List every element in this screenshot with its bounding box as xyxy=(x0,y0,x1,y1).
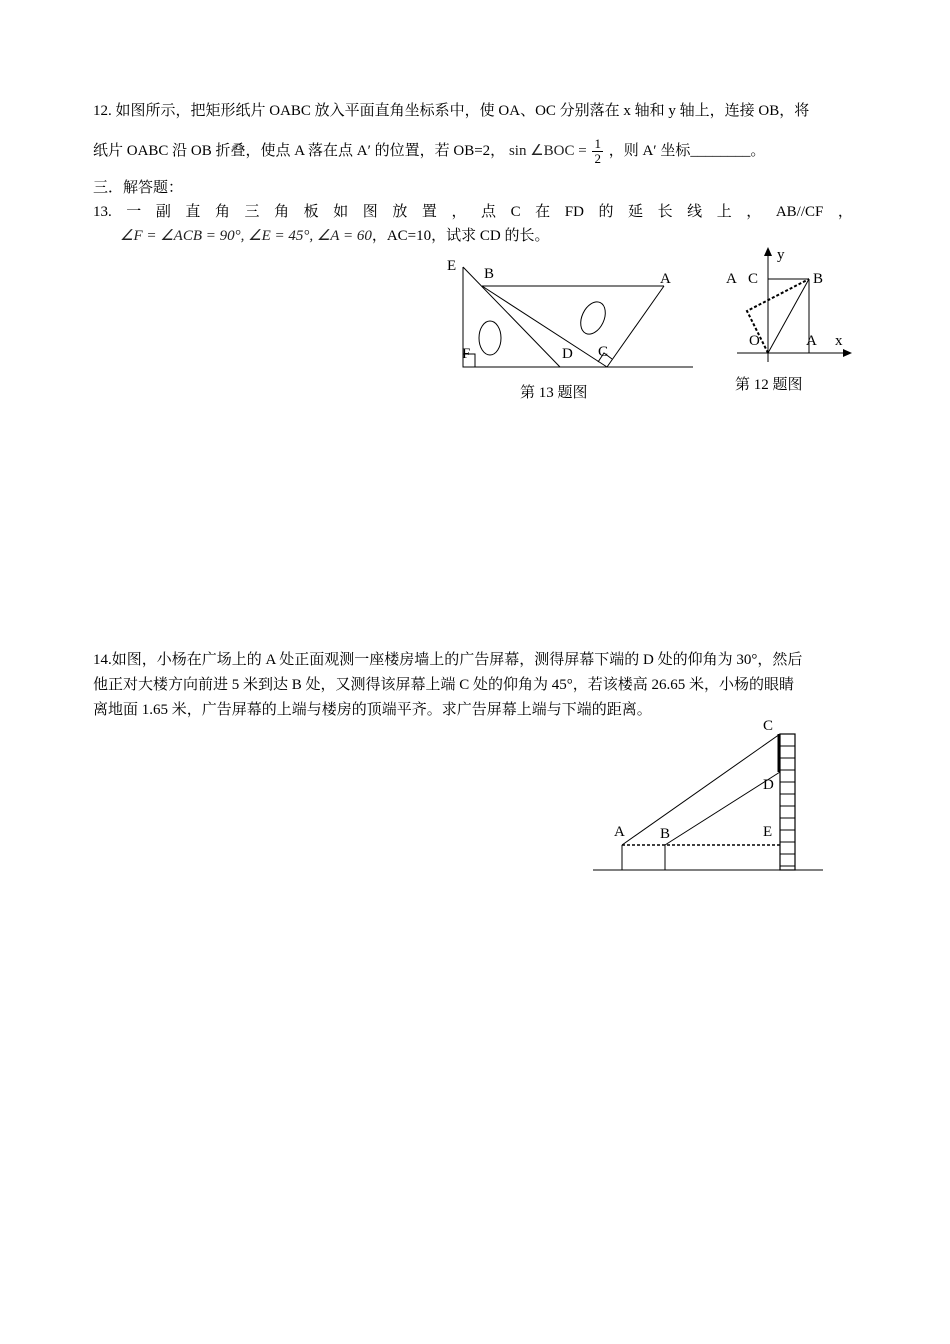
q14-line2: 他正对大楼方向前进 5 米到达 B 处，又测得该屏幕上端 C 处的仰角为 45°，若该楼高 26.65 米，小杨的眼睛 xyxy=(93,677,795,693)
fig14-label-E: E xyxy=(763,824,773,840)
q13-line1 xyxy=(93,202,853,222)
fig14-building xyxy=(780,734,795,870)
fig12-caption: 第 12 题图 xyxy=(735,377,803,393)
q12-sin-expression: sin ∠BOC = xyxy=(508,142,587,159)
q13-line1-word: 线 xyxy=(687,204,703,220)
fig14-label-B: B xyxy=(660,826,671,842)
q13-line1-word: 板 xyxy=(303,204,319,220)
q12-fraction xyxy=(592,137,603,166)
fig13-hole-right xyxy=(576,298,610,338)
fig13-hyp-BC xyxy=(482,286,607,367)
fig12-label-A-prime: A xyxy=(726,271,737,287)
q13-line1-word: 点 xyxy=(481,204,497,220)
q13-line1-word: 置 xyxy=(421,204,437,220)
q12-line2-tail: ，则 A′ 坐标________。 xyxy=(608,142,766,159)
q13-line1-word: 延 xyxy=(628,204,644,220)
section-heading: 三．解答题： xyxy=(93,180,184,196)
q13-line1-word: 如 xyxy=(333,204,349,220)
fig13-caption: 第 13 题图 xyxy=(520,385,588,401)
q13-line1-word: 一 xyxy=(126,204,142,220)
q13-line1-word: 直 xyxy=(185,204,201,220)
figure-13 xyxy=(440,250,700,380)
fig12-label-C: C xyxy=(748,271,759,287)
q13-line1-word: 长 xyxy=(657,204,673,220)
fig12-y-arrow-icon xyxy=(764,247,772,256)
q13-line1-word: 三 xyxy=(244,204,260,220)
q13-line1-word: 角 xyxy=(214,204,230,220)
q14-line1: 14.如图，小杨在广场上的 A 处正面观测一座楼房墙上的广告屏幕，测得屏幕下端的 D 处的仰角为 30°，然后 xyxy=(93,652,803,668)
q13-line2 xyxy=(120,226,549,246)
fig14-building-floors xyxy=(780,746,795,866)
fig13-label-E: E xyxy=(447,258,457,274)
fig13-hyp-ED xyxy=(463,267,560,367)
fig12-label-x: x xyxy=(835,333,843,349)
fig12-label-y: y xyxy=(777,247,785,263)
q12-line2 xyxy=(93,137,765,166)
fig13-label-F: F xyxy=(462,346,471,362)
q12-fraction-denominator: 2 xyxy=(594,151,601,166)
q13-line1-word: 角 xyxy=(274,204,290,220)
q13-line1-word: FD xyxy=(564,204,584,220)
q13-line1-word: 在 xyxy=(535,204,551,220)
q13-line1-word: 上 xyxy=(716,204,732,220)
fig13-label-A: A xyxy=(660,271,671,287)
q13-line1-word: 副 xyxy=(155,204,171,220)
fig12-label-B: B xyxy=(813,271,824,287)
figure-14 xyxy=(590,712,830,877)
q13-line1-word: ， xyxy=(837,204,853,220)
q13-angle-equation: ∠F = ∠ACB = 90°, ∠E = 45°, ∠A = 60 xyxy=(120,228,372,244)
q13-line1-word: ， xyxy=(451,204,467,220)
q13-line1-word: 图 xyxy=(362,204,378,220)
fig12-diagonal-OB xyxy=(768,279,809,353)
fig12-x-arrow-icon xyxy=(843,349,852,357)
fig13-side-AC xyxy=(607,286,664,367)
fig12-label-A: A xyxy=(806,333,817,349)
q12-line2-text: 纸片 OABC 沿 OB 折叠，使点 A 落在点 A′ 的位置，若 OB=2， xyxy=(93,142,506,159)
q14-line3: 离地面 1.65 米，广告屏幕的上端与楼房的顶端平齐。求广告屏幕上端与下端的距离。 xyxy=(93,702,652,718)
fig12-label-O: O xyxy=(749,333,760,349)
q13-line1-word: ， xyxy=(746,204,762,220)
q13-line1-word: 的 xyxy=(598,204,614,220)
fig14-label-D: D xyxy=(763,777,774,793)
q13-line1-word: C xyxy=(510,204,521,220)
fig13-hole-left xyxy=(479,321,501,355)
q13-line2-text: ，AC=10，试求 CD 的长。 xyxy=(371,228,550,244)
q13-line1-word: 13. xyxy=(93,204,112,220)
fig14-label-A: A xyxy=(614,824,625,840)
fig14-label-C: C xyxy=(763,718,774,734)
fig13-label-D: D xyxy=(562,346,573,362)
figure-12 xyxy=(720,242,860,367)
q13-line1-word: 放 xyxy=(392,204,408,220)
fig13-label-C: C xyxy=(598,344,609,360)
fig14-sight-A-to-C xyxy=(622,734,780,845)
q12-line1: 12. 如图所示，把矩形纸片 OABC 放入平面直角坐标系中，使 OA、OC 分别落在 x 轴和 y 轴上，连接 OB，将 xyxy=(93,103,810,119)
q13-line1-word: AB//CF xyxy=(775,204,824,220)
fig13-label-B: B xyxy=(484,266,495,282)
q12-fraction-numerator: 1 xyxy=(594,136,601,151)
